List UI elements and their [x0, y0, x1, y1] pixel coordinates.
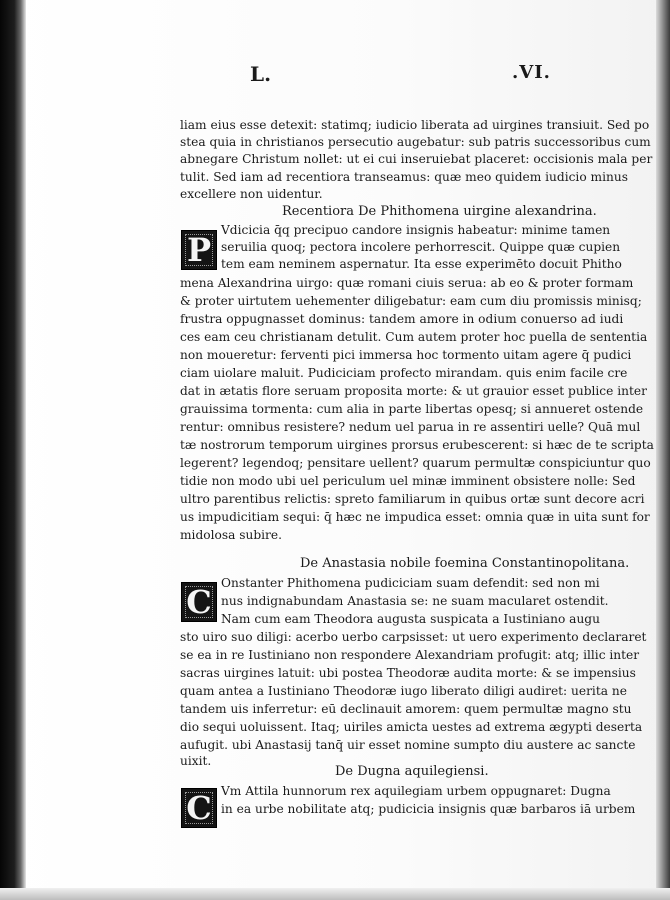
- text-line: tulit. Sed iam ad recentiora transeamus: quæ meo quidem iudicio minus: [180, 170, 628, 184]
- text-line: uixit.: [180, 754, 212, 768]
- chapter-heading: De Anastasia nobile foemina Constantinopolitana.: [300, 556, 630, 571]
- chapter-heading: Recentiora De Phithomena uirgine alexandrina.: [282, 204, 597, 219]
- text-line: tandem uis inferretur: eū declinauit amorem: quem permultæ magno stu: [180, 702, 632, 716]
- text-line: sacras uirgines latuit: ubi postea Theodoræ audita morte: & se impensius: [180, 666, 636, 680]
- text-line: dio sequi uoluissent. Itaq; uiriles amicta uestes ad extrema ægypti deserta: [180, 720, 643, 734]
- page-edge-shadow: [656, 0, 670, 900]
- text-line: dat in ætatis flore seruam proposita morte: & ut grauior esset publice inter: [180, 384, 647, 398]
- text-line: nus indignabundam Anastasia se: ne suam macularet ostendit.: [221, 594, 609, 608]
- text-line: grauissima tormenta: cum alia in parte libertas opesq; si annueret ostende: [180, 402, 644, 416]
- text-line: tidie non modo ubi uel periculum uel minæ imminent obsistere nolle: Sed: [180, 474, 636, 488]
- text-line: mena Alexandrina uirgo: quæ romani ciuis serua: ab eo & proter formam: [180, 276, 634, 290]
- folio-number: .VI.: [512, 62, 551, 83]
- bottom-page-edge: [0, 888, 670, 900]
- text-line: ces eam ceu christianam detulit. Cum autem proter hoc puella de sententia: [180, 330, 648, 344]
- text-line: in ea urbe nobilitate atq; pudicicia insignis quæ barbaros iā urbem: [221, 802, 636, 816]
- text-line: Onstanter Phithomena pudiciciam suam defendit: sed non mi: [221, 576, 600, 590]
- text-line: stea quia in christianos persecutio augebatur: sub patris successoribus cum: [180, 135, 651, 149]
- text-line: Vdicicia q̄q precipuo candore insignis habeatur: minime tamen: [221, 223, 611, 237]
- text-line: tem eam neminem aspernatur. Ita esse experimēto docuit Phitho: [221, 257, 622, 271]
- text-line: se ea in re Iustiniano non respondere Alexandriam profugit: atq; illic inter: [180, 648, 640, 662]
- text-line: midolosa subire.: [180, 528, 282, 542]
- text-line: ultro parentibus relictis: spreto familiarum in quibus ortæ sunt decore acri: [180, 492, 645, 506]
- text-line: frustra oppugnasset dominus: tandem amore in odium conuerso ad iudi: [180, 312, 624, 326]
- decorated-initial: P: [181, 230, 217, 270]
- chapter-heading: De Dugna aquilegiensi.: [335, 764, 489, 779]
- text-line: aufugit. ubi Anastasij tanq̄ uir esset nomine sumpto diu austere ac sancte: [180, 738, 636, 752]
- text-line: ciam uiolare maluit. Pudiciciam profecto mirandam. quis enim facile cre: [180, 366, 628, 380]
- text-line: tæ nostrorum temporum uirgines prorsus erubescerent: si hæc de te scripta: [180, 438, 654, 452]
- text-line: rentur: omnibus resistere? nedum uel parua in re assentiri uelle? Quā mul: [180, 420, 641, 434]
- running-head-left: L.: [250, 62, 272, 86]
- text-line: quam antea a Iustiniano Theodoræ iugo liberato diligi audiret: uerita ne: [180, 684, 627, 698]
- text-line: Nam cum eam Theodora augusta suspicata a Iustiniano augu: [221, 612, 600, 626]
- text-line: us impudicitiam sequi: q̄ hæc ne impudica esset: omnia quæ in uita sunt for: [180, 510, 650, 524]
- text-line: abnegare Christum nollet: ut ei cui inseruiebat placeret: occisionis mala per: [180, 152, 653, 166]
- text-line: legerent? legendoq; pensitare uellent? quarum permultæ conspiciuntur quo: [180, 456, 651, 470]
- text-line: sto uiro suo diligi: acerbo uerbo carpsisset: ut uero experimento declararet: [180, 630, 647, 644]
- text-line: excellere non uidentur.: [180, 187, 323, 201]
- decorated-initial: C: [181, 788, 217, 828]
- text-line: seruilia quoq; pectora incolere perhorrescit. Quippe quæ cupien: [221, 240, 621, 254]
- text-line: liam eius esse detexit: statimq; iudicio liberata ad uirgines transiuit. Sed po: [180, 118, 650, 132]
- decorated-initial: C: [181, 582, 217, 622]
- binding-gutter-shadow: [0, 0, 26, 900]
- text-line: & proter uirtutem uehementer diligebatur: eam cum diu promissis minisq;: [180, 294, 642, 308]
- text-line: Vm Attila hunnorum rex aquilegiam urbem oppugnaret: Dugna: [221, 784, 611, 798]
- text-line: non moueretur: ferventi pici immersa hoc tormento uitam agere q̄ pudici: [180, 348, 632, 362]
